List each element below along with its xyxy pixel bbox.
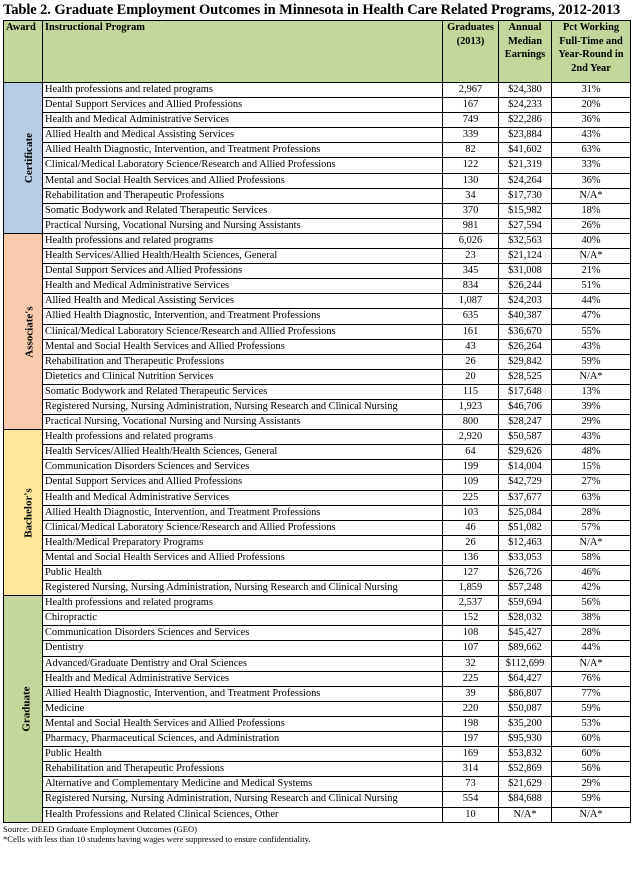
earnings-cell: $84,688 <box>499 792 552 807</box>
graduates-cell: 115 <box>443 384 499 399</box>
table-row <box>4 233 631 248</box>
program-cell: Clinical/Medical Laboratory Science/Research and Allied Professions <box>43 158 443 173</box>
pct-cell: 60% <box>552 732 631 747</box>
pct-cell: 43% <box>552 430 631 445</box>
graduates-header: Graduates (2013) <box>443 21 499 83</box>
earnings-cell: $26,264 <box>499 339 552 354</box>
header-row <box>4 21 631 83</box>
table-row <box>4 264 631 279</box>
award-group-text: Bachelor's <box>22 487 35 538</box>
program-cell: Dental Support Services and Allied Professions <box>43 475 443 490</box>
pct-cell: 31% <box>552 83 631 98</box>
pct-cell: 56% <box>552 762 631 777</box>
graduates-cell: 39 <box>443 686 499 701</box>
graduates-cell: 6,026 <box>443 233 499 248</box>
award-header: Award <box>4 21 43 83</box>
graduates-cell: 109 <box>443 475 499 490</box>
graduates-cell: 64 <box>443 445 499 460</box>
outcomes-table <box>3 20 631 823</box>
earnings-cell: $33,053 <box>499 550 552 565</box>
program-cell: Mental and Social Health Services and Allied Professions <box>43 173 443 188</box>
program-cell: Rehabilitation and Therapeutic Professions <box>43 762 443 777</box>
pct-cell: 18% <box>552 203 631 218</box>
graduates-cell: 981 <box>443 218 499 233</box>
earnings-cell: $12,463 <box>499 535 552 550</box>
earnings-cell: $112,699 <box>499 656 552 671</box>
pct-cell: 36% <box>552 113 631 128</box>
graduates-cell: 73 <box>443 777 499 792</box>
program-cell: Clinical/Medical Laboratory Science/Research and Allied Professions <box>43 520 443 535</box>
table-row <box>4 550 631 565</box>
graduates-cell: 108 <box>443 626 499 641</box>
graduates-cell: 43 <box>443 339 499 354</box>
pct-cell: N/A* <box>552 535 631 550</box>
earnings-cell: $17,730 <box>499 188 552 203</box>
program-cell: Practical Nursing, Vocational Nursing and Nursing Assistants <box>43 415 443 430</box>
pct-cell: 40% <box>552 233 631 248</box>
table-body <box>4 83 631 823</box>
table-row <box>4 218 631 233</box>
program-cell: Health and Medical Administrative Services <box>43 671 443 686</box>
earnings-cell: $51,082 <box>499 520 552 535</box>
table-title: Table 2. Graduate Employment Outcomes in Minnesota in Health Care Related Programs, 2012-2013 <box>3 2 621 18</box>
earnings-cell: $26,244 <box>499 279 552 294</box>
table-row <box>4 535 631 550</box>
pct-cell: 29% <box>552 415 631 430</box>
program-cell: Allied Health Diagnostic, Intervention, and Treatment Professions <box>43 686 443 701</box>
table-row <box>4 490 631 505</box>
program-cell: Allied Health Diagnostic, Intervention, and Treatment Professions <box>43 505 443 520</box>
program-cell: Registered Nursing, Nursing Administration, Nursing Research and Clinical Nursing <box>43 581 443 596</box>
table-row <box>4 249 631 264</box>
graduates-cell: 46 <box>443 520 499 535</box>
table-row <box>4 399 631 414</box>
table-row <box>4 445 631 460</box>
pct-cell: 59% <box>552 354 631 369</box>
pct-cell: 43% <box>552 339 631 354</box>
table-row <box>4 203 631 218</box>
pct-cell: 39% <box>552 399 631 414</box>
graduates-cell: 220 <box>443 701 499 716</box>
pct-cell: 28% <box>552 626 631 641</box>
table-footer <box>3 824 311 844</box>
earnings-cell: $86,807 <box>499 686 552 701</box>
program-cell: Somatic Bodywork and Related Therapeutic Services <box>43 384 443 399</box>
program-cell: Health/Medical Preparatory Programs <box>43 535 443 550</box>
program-cell: Mental and Social Health Services and Allied Professions <box>43 339 443 354</box>
pct-cell: 46% <box>552 566 631 581</box>
graduates-cell: 130 <box>443 173 499 188</box>
graduates-cell: 20 <box>443 369 499 384</box>
program-cell: Health professions and related programs <box>43 596 443 611</box>
earnings-cell: $50,587 <box>499 430 552 445</box>
program-cell: Registered Nursing, Nursing Administration, Nursing Research and Clinical Nursing <box>43 792 443 807</box>
earnings-cell: $24,380 <box>499 83 552 98</box>
graduates-cell: 1,087 <box>443 294 499 309</box>
earnings-cell: $28,247 <box>499 415 552 430</box>
graduates-cell: 1,859 <box>443 581 499 596</box>
earnings-cell: $25,084 <box>499 505 552 520</box>
graduates-cell: 161 <box>443 324 499 339</box>
pct-cell: 53% <box>552 716 631 731</box>
table-row <box>4 762 631 777</box>
award-group-text: Associate's <box>23 305 36 358</box>
graduates-cell: 1,923 <box>443 399 499 414</box>
table-row <box>4 807 631 822</box>
program-cell: Mental and Social Health Services and Allied Professions <box>43 716 443 731</box>
suppression-note: *Cells with less than 10 students having wages were suppressed to ensure confidentiality. <box>3 834 311 844</box>
earnings-cell: $37,677 <box>499 490 552 505</box>
table-row <box>4 747 631 762</box>
graduates-cell: 314 <box>443 762 499 777</box>
program-cell: Health professions and related programs <box>43 83 443 98</box>
award-group-label <box>4 596 43 822</box>
program-cell: Dental Support Services and Allied Professions <box>43 98 443 113</box>
program-cell: Health professions and related programs <box>43 233 443 248</box>
program-cell: Health and Medical Administrative Services <box>43 279 443 294</box>
pct-header: Pct Working Full-Time and Year-Round in 2nd Year <box>552 21 631 83</box>
program-cell: Practical Nursing, Vocational Nursing and Nursing Assistants <box>43 218 443 233</box>
earnings-cell: $28,525 <box>499 369 552 384</box>
source-note: Source: DEED Graduate Employment Outcomes (GEO) <box>3 824 198 834</box>
earnings-cell: $57,248 <box>499 581 552 596</box>
table-row <box>4 460 631 475</box>
pct-cell: 28% <box>552 505 631 520</box>
award-group-label <box>4 430 43 596</box>
pct-cell: 38% <box>552 611 631 626</box>
pct-cell: 47% <box>552 309 631 324</box>
pct-cell: 48% <box>552 445 631 460</box>
program-cell: Public Health <box>43 747 443 762</box>
table-row <box>4 641 631 656</box>
earnings-cell: N/A* <box>499 807 552 822</box>
earnings-cell: $21,124 <box>499 249 552 264</box>
earnings-cell: $24,203 <box>499 294 552 309</box>
graduates-cell: 26 <box>443 535 499 550</box>
table-row <box>4 566 631 581</box>
pct-cell: 63% <box>552 143 631 158</box>
award-group-text: Certificate <box>22 132 35 184</box>
program-cell: Pharmacy, Pharmaceutical Sciences, and Administration <box>43 732 443 747</box>
pct-cell: 21% <box>552 264 631 279</box>
program-cell: Allied Health and Medical Assisting Services <box>43 128 443 143</box>
pct-cell: 43% <box>552 128 631 143</box>
program-cell: Advanced/Graduate Dentistry and Oral Sciences <box>43 656 443 671</box>
earnings-cell: $14,004 <box>499 460 552 475</box>
pct-cell: 42% <box>552 581 631 596</box>
pct-cell: 20% <box>552 98 631 113</box>
table-row <box>4 339 631 354</box>
table-row <box>4 475 631 490</box>
award-group-label <box>4 83 43 234</box>
table-row <box>4 596 631 611</box>
pct-cell: N/A* <box>552 249 631 264</box>
program-cell: Rehabilitation and Therapeutic Professions <box>43 354 443 369</box>
graduates-cell: 339 <box>443 128 499 143</box>
table-row <box>4 113 631 128</box>
graduates-cell: 107 <box>443 641 499 656</box>
pct-cell: N/A* <box>552 369 631 384</box>
program-cell: Dentistry <box>43 641 443 656</box>
program-cell: Medicine <box>43 701 443 716</box>
graduates-cell: 800 <box>443 415 499 430</box>
graduates-cell: 122 <box>443 158 499 173</box>
earnings-cell: $50,087 <box>499 701 552 716</box>
graduates-cell: 197 <box>443 732 499 747</box>
pct-cell: N/A* <box>552 188 631 203</box>
pct-cell: 29% <box>552 777 631 792</box>
program-cell: Allied Health Diagnostic, Intervention, and Treatment Professions <box>43 309 443 324</box>
earnings-cell: $28,032 <box>499 611 552 626</box>
graduates-cell: 635 <box>443 309 499 324</box>
award-group-label <box>4 233 43 429</box>
table-row <box>4 143 631 158</box>
graduates-cell: 749 <box>443 113 499 128</box>
pct-cell: 77% <box>552 686 631 701</box>
table-row <box>4 505 631 520</box>
graduates-cell: 32 <box>443 656 499 671</box>
table-row <box>4 626 631 641</box>
program-cell: Public Health <box>43 566 443 581</box>
pct-cell: 44% <box>552 641 631 656</box>
earnings-cell: $15,982 <box>499 203 552 218</box>
graduates-cell: 103 <box>443 505 499 520</box>
program-header: Instructional Program <box>43 21 443 83</box>
pct-cell: 76% <box>552 671 631 686</box>
program-cell: Clinical/Medical Laboratory Science/Research and Allied Professions <box>43 324 443 339</box>
table-row <box>4 656 631 671</box>
graduates-cell: 34 <box>443 188 499 203</box>
graduates-cell: 23 <box>443 249 499 264</box>
program-cell: Communication Disorders Sciences and Services <box>43 460 443 475</box>
table-row <box>4 611 631 626</box>
table-row <box>4 173 631 188</box>
program-cell: Health Services/Allied Health/Health Sciences, General <box>43 249 443 264</box>
table-row <box>4 128 631 143</box>
pct-cell: 59% <box>552 792 631 807</box>
earnings-cell: $32,563 <box>499 233 552 248</box>
table-row <box>4 777 631 792</box>
pct-cell: 36% <box>552 173 631 188</box>
pct-cell: 55% <box>552 324 631 339</box>
program-cell: Registered Nursing, Nursing Administration, Nursing Research and Clinical Nursing <box>43 399 443 414</box>
program-cell: Dental Support Services and Allied Professions <box>43 264 443 279</box>
program-cell: Alternative and Complementary Medicine and Medical Systems <box>43 777 443 792</box>
program-cell: Rehabilitation and Therapeutic Professions <box>43 188 443 203</box>
earnings-cell: $45,427 <box>499 626 552 641</box>
graduates-cell: 152 <box>443 611 499 626</box>
pct-cell: 56% <box>552 596 631 611</box>
award-group-text: Graduate <box>20 686 33 732</box>
graduates-cell: 554 <box>443 792 499 807</box>
earnings-cell: $95,930 <box>499 732 552 747</box>
earnings-cell: $27,594 <box>499 218 552 233</box>
earnings-cell: $22,286 <box>499 113 552 128</box>
table-row <box>4 158 631 173</box>
earnings-cell: $21,319 <box>499 158 552 173</box>
table-row <box>4 415 631 430</box>
table-row <box>4 279 631 294</box>
table-row <box>4 83 631 98</box>
table-row <box>4 369 631 384</box>
graduates-cell: 167 <box>443 98 499 113</box>
earnings-cell: $21,629 <box>499 777 552 792</box>
earnings-cell: $23,884 <box>499 128 552 143</box>
table-row <box>4 98 631 113</box>
earnings-cell: $31,008 <box>499 264 552 279</box>
table-row <box>4 520 631 535</box>
graduates-cell: 345 <box>443 264 499 279</box>
program-cell: Health Professions and Related Clinical Sciences, Other <box>43 807 443 822</box>
table-row <box>4 671 631 686</box>
table-row <box>4 354 631 369</box>
earnings-cell: $29,842 <box>499 354 552 369</box>
graduates-cell: 169 <box>443 747 499 762</box>
program-cell: Dietetics and Clinical Nutrition Services <box>43 369 443 384</box>
table-row <box>4 581 631 596</box>
table-row <box>4 430 631 445</box>
earnings-cell: $35,200 <box>499 716 552 731</box>
pct-cell: 13% <box>552 384 631 399</box>
pct-cell: 15% <box>552 460 631 475</box>
earnings-cell: $42,729 <box>499 475 552 490</box>
graduates-cell: 225 <box>443 671 499 686</box>
graduates-cell: 2,967 <box>443 83 499 98</box>
program-cell: Mental and Social Health Services and Allied Professions <box>43 550 443 565</box>
table-row <box>4 792 631 807</box>
earnings-cell: $24,233 <box>499 98 552 113</box>
graduates-cell: 10 <box>443 807 499 822</box>
earnings-cell: $29,626 <box>499 445 552 460</box>
graduates-cell: 225 <box>443 490 499 505</box>
graduates-cell: 127 <box>443 566 499 581</box>
graduates-cell: 370 <box>443 203 499 218</box>
table-row <box>4 686 631 701</box>
pct-cell: N/A* <box>552 656 631 671</box>
program-cell: Somatic Bodywork and Related Therapeutic Services <box>43 203 443 218</box>
table-row <box>4 309 631 324</box>
earnings-cell: $41,602 <box>499 143 552 158</box>
table-row <box>4 732 631 747</box>
table-row <box>4 324 631 339</box>
table-row <box>4 384 631 399</box>
pct-cell: 57% <box>552 520 631 535</box>
earnings-cell: $24,264 <box>499 173 552 188</box>
graduates-cell: 199 <box>443 460 499 475</box>
program-cell: Health Services/Allied Health/Health Sciences, General <box>43 445 443 460</box>
table-row <box>4 716 631 731</box>
graduates-cell: 834 <box>443 279 499 294</box>
graduates-cell: 2,537 <box>443 596 499 611</box>
graduates-cell: 26 <box>443 354 499 369</box>
earnings-cell: $52,869 <box>499 762 552 777</box>
earnings-header: Annual Median Earnings <box>499 21 552 83</box>
earnings-cell: $89,662 <box>499 641 552 656</box>
program-cell: Allied Health Diagnostic, Intervention, and Treatment Professions <box>43 143 443 158</box>
program-cell: Chiropractic <box>43 611 443 626</box>
earnings-cell: $59,694 <box>499 596 552 611</box>
pct-cell: N/A* <box>552 807 631 822</box>
graduates-cell: 198 <box>443 716 499 731</box>
program-cell: Health and Medical Administrative Services <box>43 113 443 128</box>
pct-cell: 51% <box>552 279 631 294</box>
earnings-cell: $64,427 <box>499 671 552 686</box>
pct-cell: 60% <box>552 747 631 762</box>
earnings-cell: $53,832 <box>499 747 552 762</box>
program-cell: Health and Medical Administrative Services <box>43 490 443 505</box>
pct-cell: 58% <box>552 550 631 565</box>
earnings-cell: $17,648 <box>499 384 552 399</box>
program-cell: Allied Health and Medical Assisting Services <box>43 294 443 309</box>
pct-cell: 63% <box>552 490 631 505</box>
pct-cell: 33% <box>552 158 631 173</box>
pct-cell: 59% <box>552 701 631 716</box>
pct-cell: 27% <box>552 475 631 490</box>
table-row <box>4 188 631 203</box>
earnings-cell: $40,387 <box>499 309 552 324</box>
graduates-cell: 136 <box>443 550 499 565</box>
earnings-cell: $36,670 <box>499 324 552 339</box>
graduates-cell: 82 <box>443 143 499 158</box>
earnings-cell: $26,726 <box>499 566 552 581</box>
pct-cell: 44% <box>552 294 631 309</box>
table-row <box>4 701 631 716</box>
earnings-cell: $46,706 <box>499 399 552 414</box>
pct-cell: 26% <box>552 218 631 233</box>
graduates-cell: 2,920 <box>443 430 499 445</box>
program-cell: Health professions and related programs <box>43 430 443 445</box>
program-cell: Communication Disorders Sciences and Services <box>43 626 443 641</box>
table-row <box>4 294 631 309</box>
